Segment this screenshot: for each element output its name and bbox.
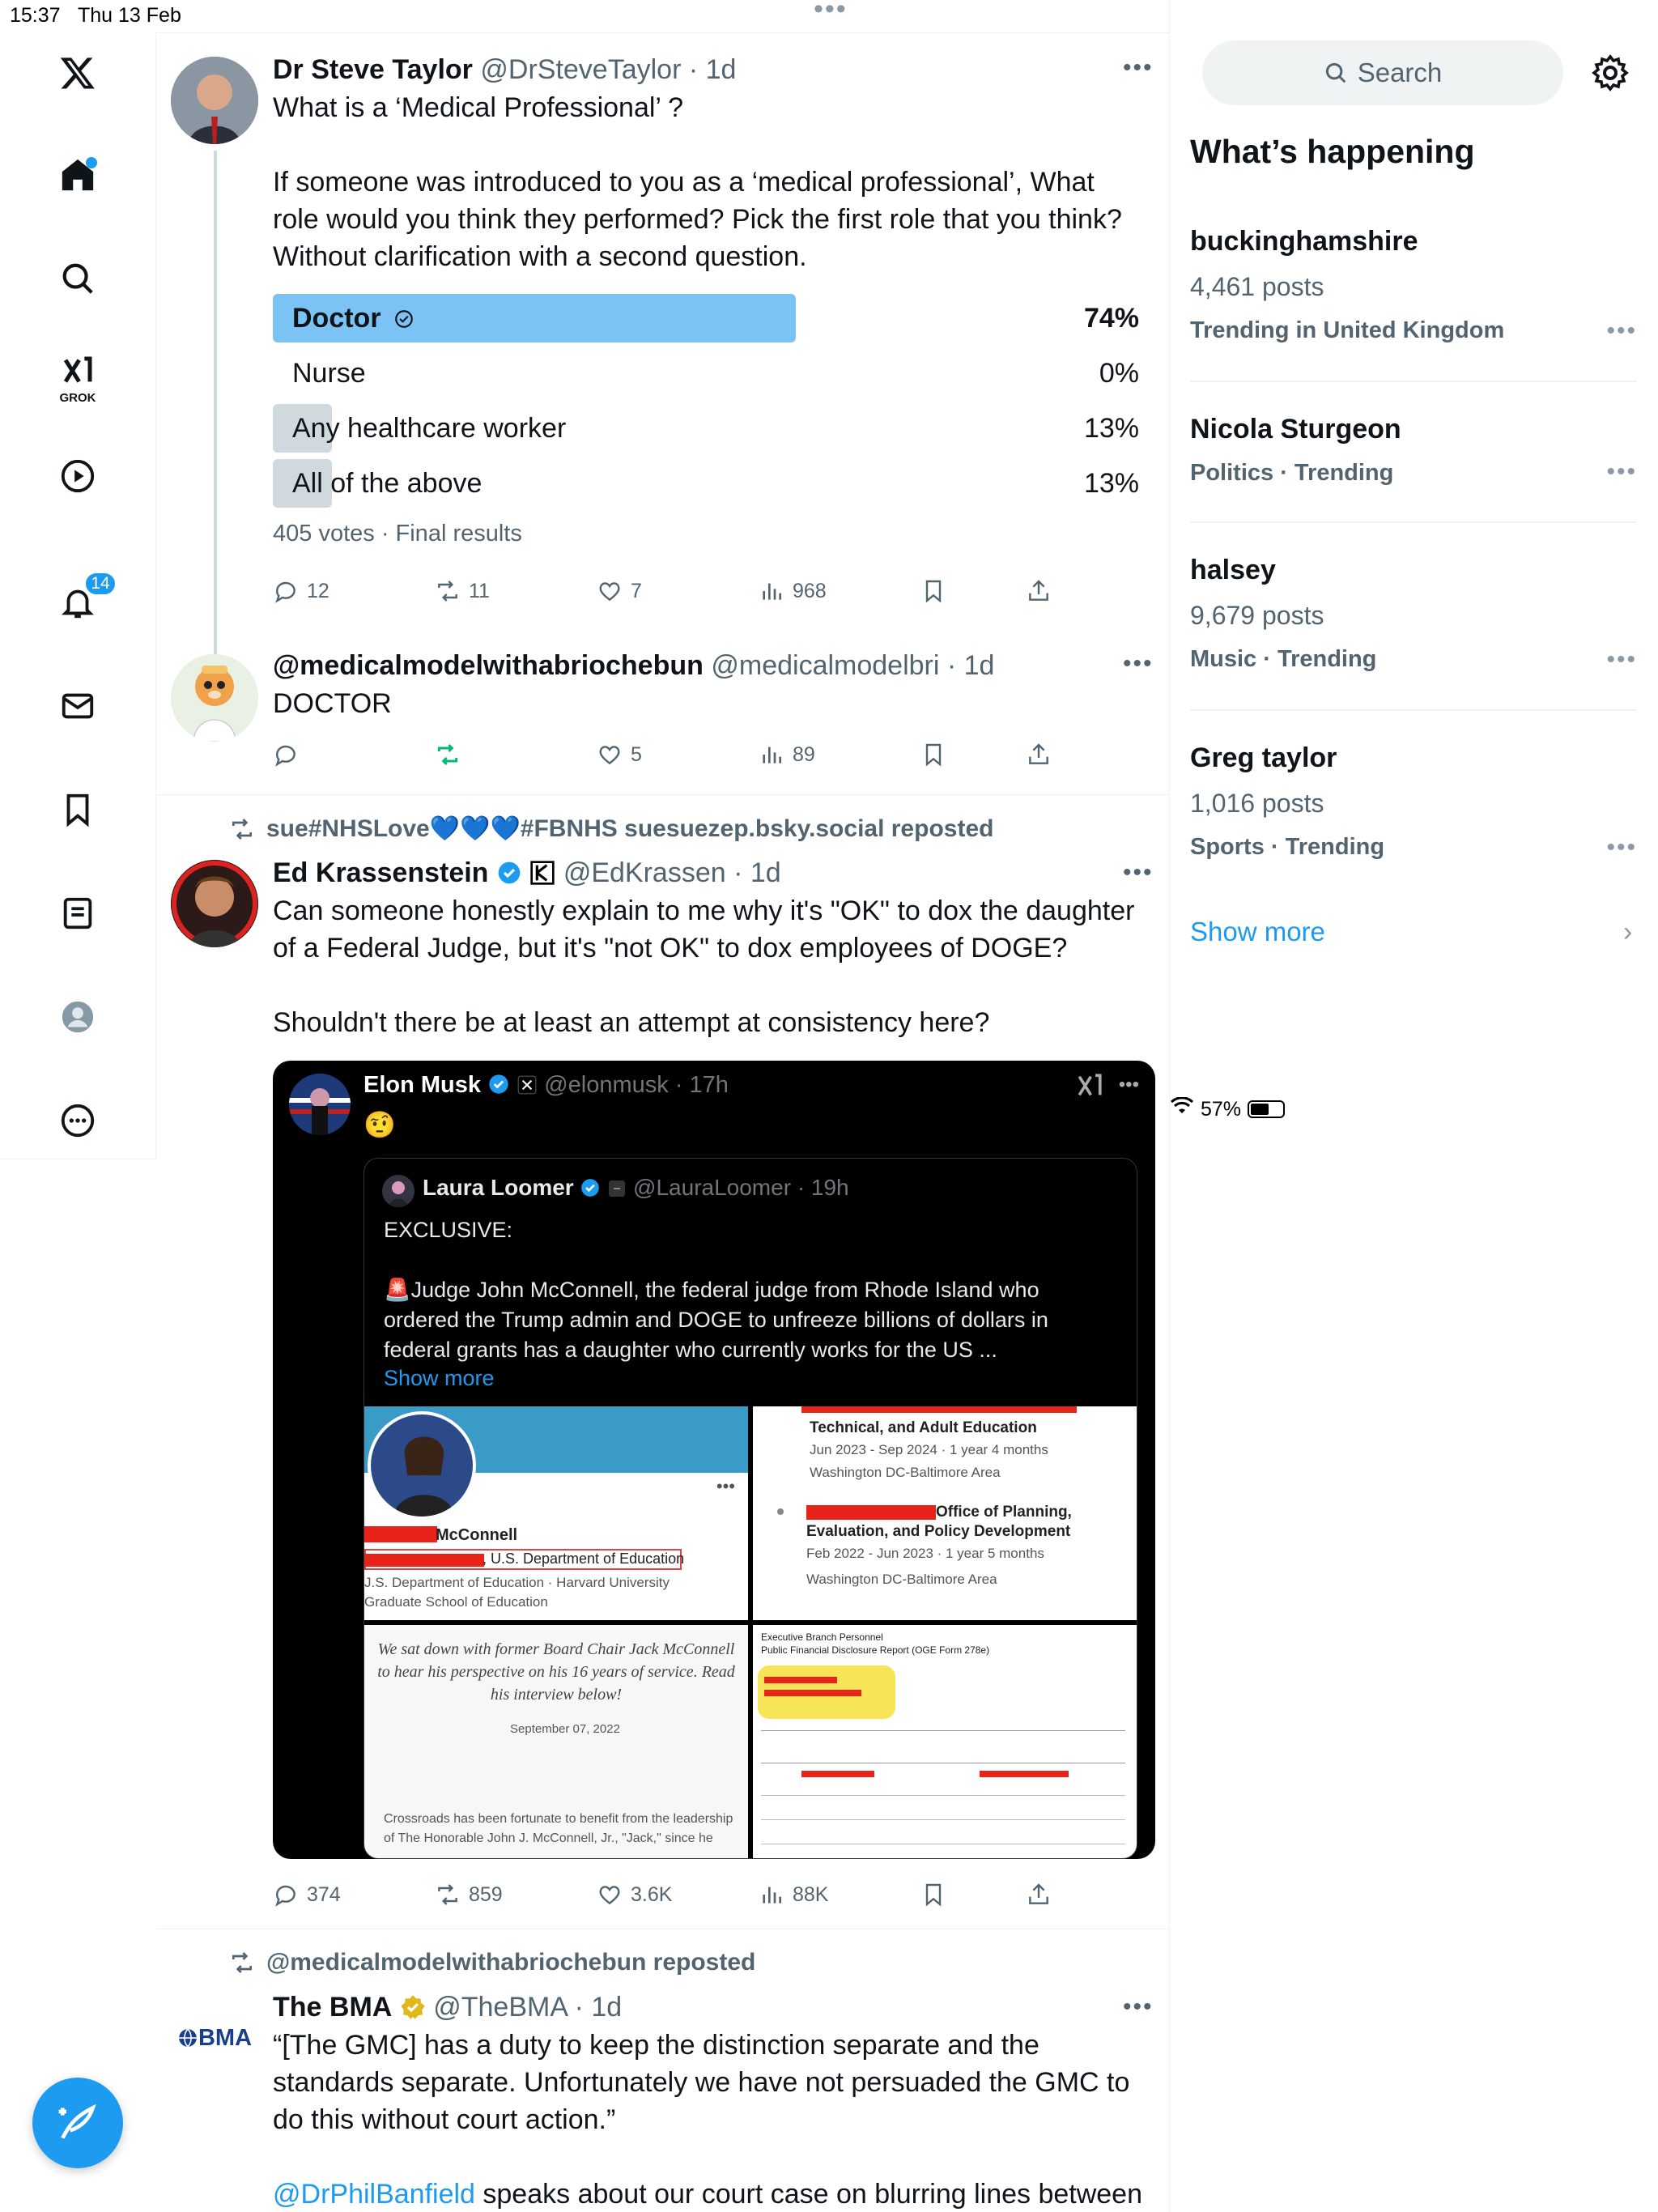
like-button[interactable] [597, 1878, 672, 1911]
avatar-laura-loomer [382, 1175, 414, 1207]
poll-option-percent: 13% [1083, 468, 1139, 499]
quote-show-more-link: Show more [384, 1366, 495, 1390]
view-count: 89 [793, 742, 815, 766]
embed-header [363, 1072, 729, 1099]
verified-badge-icon [487, 1073, 510, 1095]
trend-name: Nicola Sturgeon [1190, 414, 1401, 445]
heart-icon [597, 742, 623, 768]
quote-image-linkedin-profile [364, 1406, 748, 1620]
author-name[interactable]: The BMA [273, 1992, 393, 2023]
views-icon [759, 1882, 784, 1908]
quote-text: EXCLUSIVE: 🚨Judge John McConnell, the federal judge from Rhode Island who ordered the Trump admin and DOGE to unfreeze billions of dollars in federal grants has a daughter who currently works for the US ... [384, 1218, 1048, 1362]
reply-button[interactable] [273, 738, 299, 771]
trend-more-icon[interactable]: ••• [1606, 317, 1637, 344]
grok-label: GROK [59, 391, 96, 405]
tweet-actions [273, 1878, 1082, 1911]
status-time: 15:37 [10, 4, 61, 27]
trend-category: Trending in United Kingdom [1190, 317, 1505, 343]
x-affiliate-icon [517, 1074, 538, 1095]
reply-icon [273, 742, 299, 768]
like-count: 5 [631, 742, 642, 766]
tweet-header [273, 52, 1155, 87]
embedded-screenshot-image[interactable] [273, 1061, 1155, 1859]
trend-category: Music · Trending [1190, 646, 1377, 672]
grok-icon [1076, 1072, 1103, 1104]
exp-title2a: Office of Planning, [936, 1504, 1072, 1521]
lists-icon[interactable] [55, 891, 100, 936]
battery-percent: 57% [1201, 1097, 1242, 1121]
article-date: September 07, 2022 [510, 1722, 620, 1736]
tweet-time[interactable]: · 1d [574, 1992, 623, 2023]
poll-meta: 405 votes · Final results [273, 521, 522, 547]
views-button[interactable] [759, 738, 815, 771]
redaction-bar [764, 1677, 837, 1683]
more-dots-icon: ••• [716, 1476, 735, 1496]
tweet-medicalmodel-reply[interactable] [156, 640, 1170, 793]
author-handle[interactable]: @EdKrassen [563, 857, 726, 888]
repost-icon [435, 742, 461, 768]
reply-icon [273, 1882, 299, 1908]
profile-dept: , U.S. Department of Education [483, 1551, 685, 1567]
more-icon[interactable] [55, 1098, 100, 1143]
more-options-icon[interactable]: ••• [1123, 1993, 1154, 2020]
quote-image-experience [753, 1406, 1137, 1620]
mention-link[interactable]: @DrPhilBanfield [273, 2179, 475, 2210]
whats-happening-title: What’s happening [1190, 133, 1475, 170]
tweet-header [273, 855, 1155, 891]
form-line [761, 1819, 1125, 1820]
poll-option-label: Doctor [292, 300, 414, 336]
reply-count: 374 [307, 1882, 341, 1906]
home-icon[interactable] [55, 152, 100, 198]
poll-option-label: All of the above [292, 468, 483, 499]
tweet-time[interactable]: · 1d [733, 857, 781, 888]
exp-location1: Washington DC-Baltimore Area [810, 1465, 1001, 1480]
views-icon [759, 742, 784, 768]
redaction-bar [801, 1771, 874, 1777]
repost-icon [229, 816, 255, 842]
quoted-post [363, 1158, 1137, 1859]
thread-line [214, 151, 217, 669]
poll-option-percent: 74% [1083, 303, 1139, 334]
trend-name: halsey [1190, 555, 1276, 585]
repost-button[interactable] [435, 738, 461, 771]
avatar-elon-musk [289, 1074, 351, 1135]
repost-count: 11 [469, 579, 490, 602]
poll-option [273, 294, 1139, 342]
tweet-the-bma[interactable] [156, 1929, 1170, 2212]
profile-line3: Graduate School of Education [364, 1594, 548, 1610]
bookmark-button[interactable] [920, 1878, 946, 1911]
share-icon [1026, 742, 1052, 768]
reply-icon [273, 578, 299, 604]
poll-option [273, 404, 1139, 453]
share-icon [1026, 1882, 1052, 1908]
repost-count: 859 [469, 1882, 503, 1906]
share-button[interactable] [1026, 738, 1052, 771]
trend-item[interactable] [1190, 223, 1637, 347]
exp-dates2: Feb 2022 - Jun 2023 · 1 year 5 months [806, 1546, 1044, 1561]
tweet-text-continued [273, 2176, 1147, 2212]
timeline-dot [777, 1508, 784, 1515]
previous-tweet-actions-partial [156, 0, 1170, 32]
reply-button[interactable] [273, 575, 329, 607]
status-date: Thu 13 Feb [78, 4, 181, 27]
more-dots-icon: ••• [814, 0, 848, 24]
avatar-steve-taylor[interactable] [171, 57, 258, 144]
right-sidebar [1170, 0, 1658, 2212]
video-icon[interactable] [55, 453, 100, 499]
redaction-bar [806, 1505, 936, 1520]
tweet-text-rest: speaks about our court case on blurring lines between [474, 2179, 1143, 2210]
trend-item[interactable] [1190, 552, 1637, 675]
quote-author-handle: @LauraLoomer [633, 1175, 792, 1200]
reply-count: 12 [307, 579, 329, 602]
like-count: 3.6K [631, 1882, 673, 1906]
trend-more-icon[interactable]: ••• [1606, 834, 1637, 861]
like-button[interactable] [597, 738, 642, 771]
search-icon [1324, 61, 1348, 85]
search-placeholder: Search [1357, 57, 1443, 87]
profile-photo [368, 1411, 476, 1520]
form-line [761, 1795, 1125, 1796]
home-unread-dot [86, 157, 97, 168]
views-button[interactable] [759, 575, 827, 607]
bma-globe-icon [177, 2027, 198, 2048]
trend-count: 9,679 posts [1190, 601, 1324, 630]
tweet-actions [273, 738, 1082, 771]
redaction-bar [364, 1554, 484, 1567]
form-heading2: Public Financial Disclosure Report (OGE Form 278e) [761, 1644, 990, 1656]
x-logo-icon[interactable] [55, 50, 100, 96]
poll-option-label: Nurse [292, 358, 366, 389]
poll-option [273, 349, 1139, 398]
reposted-by[interactable]: @medicalmodelwithabriochebun reposted [266, 1949, 756, 1976]
divider [1190, 521, 1637, 523]
affiliate-badge-icon [607, 1179, 627, 1198]
embed-time: · 17h [674, 1072, 729, 1098]
more-options-icon[interactable]: ••• [1123, 54, 1154, 81]
exp-title2b: Evaluation, and Policy Development [806, 1523, 1071, 1540]
quote-author-name: Laura Loomer [423, 1175, 574, 1200]
tweet-ed-krassenstein[interactable] [156, 795, 1170, 1929]
timeline [156, 0, 1170, 2212]
trend-item[interactable] [1190, 411, 1637, 489]
poll-option [273, 459, 1139, 508]
author-handle[interactable]: @DrSteveTaylor [480, 54, 682, 85]
verified-badge-icon [580, 1177, 601, 1198]
search-icon[interactable] [55, 256, 100, 301]
bookmarks-icon[interactable] [55, 787, 100, 832]
search-box[interactable] [1202, 40, 1563, 105]
messages-icon[interactable] [55, 683, 100, 729]
embed-emoji: 🤨 [363, 1110, 396, 1139]
redaction-bar [801, 1406, 1077, 1413]
profile-line2: J.S. Department of Education · Harvard University [364, 1575, 670, 1590]
trend-more-icon[interactable]: ••• [1606, 646, 1637, 673]
repost-icon [229, 1950, 255, 1976]
show-more-link[interactable]: Show more [1190, 917, 1325, 946]
verified-badge-icon [496, 860, 522, 886]
trend-name: Greg taylor [1190, 742, 1337, 773]
tweet-text: What is a ‘Medical Professional’ ? If someone was introduced to you as a ‘medical professional’, What role would you think they performed? Pick the first role that you think? Without clarification with a second question. [273, 92, 1122, 272]
exp-title1: Technical, and Adult Education [810, 1419, 1037, 1436]
quote-header [423, 1175, 849, 1201]
like-button[interactable] [597, 575, 642, 607]
chevron-right-icon[interactable]: › [1623, 917, 1633, 947]
author-handle[interactable]: @medicalmodelbri [711, 650, 940, 681]
view-count: 88K [793, 1882, 829, 1906]
view-count: 968 [793, 579, 827, 602]
divider [1190, 381, 1637, 382]
trend-name: buckinghamshire [1190, 226, 1418, 257]
more-options-icon[interactable]: ••• [1123, 650, 1154, 677]
form-heading1: Executive Branch Personnel [761, 1631, 883, 1643]
compose-post-button[interactable] [32, 2078, 123, 2168]
bookmark-icon [920, 578, 946, 604]
tweet-header [273, 1989, 1155, 2025]
share-button[interactable] [1026, 1878, 1052, 1911]
compose-feather-icon [55, 2100, 100, 2146]
avatar-ed-krassenstein[interactable] [171, 860, 258, 947]
repost-indicator [229, 815, 993, 843]
more-options-icon[interactable]: ••• [1123, 859, 1154, 886]
article-body: Crossroads has been fortunate to benefit from the leadership of The Honorable John J. McConnell, Jr., "Jack," since he [384, 1812, 733, 1845]
quote-image-oge-form [753, 1625, 1137, 1859]
settings-gear-icon[interactable] [1591, 53, 1630, 92]
reposted-by[interactable]: sue#NHSLove💙💙💙#FBNHS suesuezep.bsky.social reposted [266, 815, 994, 842]
grok-icon[interactable] [55, 353, 100, 405]
notifications-badge: 14 [84, 572, 117, 596]
poll [273, 294, 1139, 553]
bookmark-icon [920, 742, 946, 768]
avatar-the-bma[interactable] [171, 1994, 258, 2082]
tweet-time[interactable]: · 1d [688, 54, 737, 85]
author-handle[interactable]: @TheBMA [433, 1992, 568, 2023]
author-name[interactable]: Dr Steve Taylor [273, 54, 473, 85]
reply-button[interactable] [273, 1878, 341, 1911]
tweet-text: DOCTOR [273, 688, 392, 719]
tweet-actions [273, 575, 1082, 607]
repost-icon [435, 578, 461, 604]
author-name[interactable]: Ed Krassenstein [273, 857, 489, 888]
poll-option-label: Any healthcare worker [292, 413, 567, 444]
profile-name: McConnell [436, 1526, 518, 1544]
trend-more-icon[interactable]: ••• [1606, 458, 1637, 485]
heart-icon [597, 1882, 623, 1908]
article-quote: We sat down with former Board Chair Jack McConnell to hear his perspective on his 16 years of service. Read his interview below! [377, 1640, 735, 1704]
repost-button[interactable] [435, 575, 490, 607]
tweet-header [273, 648, 1155, 683]
share-icon [1026, 578, 1052, 604]
repost-indicator [229, 1949, 755, 1976]
exp-location2: Washington DC-Baltimore Area [806, 1572, 997, 1587]
embed-author-name: Elon Musk [363, 1072, 482, 1098]
views-button[interactable] [759, 1878, 828, 1911]
notifications-icon[interactable] [55, 574, 110, 625]
repost-icon [435, 1882, 461, 1908]
heart-icon [597, 578, 623, 604]
verified-gold-badge-icon [400, 1994, 426, 2020]
avatar-medicalmodel[interactable] [171, 654, 258, 742]
trend-count: 1,016 posts [1190, 789, 1324, 818]
trend-item[interactable] [1190, 740, 1637, 863]
bookmark-button[interactable] [920, 575, 946, 607]
views-icon [759, 578, 784, 604]
like-count: 7 [631, 579, 642, 602]
more-dots-icon: ••• [1118, 1074, 1139, 1095]
bookmark-icon [920, 1882, 946, 1908]
poll-option-percent: 13% [1083, 413, 1139, 444]
exp-dates1: Jun 2023 - Sep 2024 · 1 year 4 months [810, 1442, 1048, 1457]
affiliate-badge-icon [529, 860, 555, 886]
tweet-text: “[The GMC] has a duty to keep the distinction separate and the standards separate. Unfortunately we have not persuaded the GMC to do this without court action.” [273, 2030, 1137, 2135]
redaction-bar [364, 1526, 437, 1542]
trend-category: Politics · Trending [1190, 460, 1394, 486]
tweet-time[interactable]: · 1d [946, 650, 995, 681]
divider [1190, 709, 1637, 711]
share-button[interactable] [1026, 575, 1052, 607]
profile-icon[interactable] [55, 994, 100, 1040]
trend-count: 4,461 posts [1190, 272, 1324, 301]
check-circle-icon [393, 308, 414, 330]
left-navigation [0, 32, 156, 1159]
bookmark-button[interactable] [920, 738, 946, 771]
redaction-bar [764, 1690, 861, 1696]
form-line [761, 1730, 1125, 1731]
quote-image-crossroads-article [364, 1625, 748, 1859]
embed-author-handle: @elonmusk [544, 1072, 669, 1098]
author-name[interactable]: @medicalmodelwithabriochebun [273, 650, 704, 681]
tweet-text: Can someone honestly explain to me why it's "OK" to dox the daughter of a Federal Judge, but it's "not OK" to dox employees of DOGE? Shouldn't there be at least an attempt at consistency here? [273, 895, 1135, 1038]
redaction-bar [980, 1771, 1069, 1777]
trend-category: Sports · Trending [1190, 834, 1385, 860]
poll-option-percent: 0% [1099, 358, 1139, 389]
repost-button[interactable] [435, 1878, 503, 1911]
bma-logo-text: BMA [198, 2024, 253, 2051]
quote-time: · 19h [797, 1175, 849, 1200]
